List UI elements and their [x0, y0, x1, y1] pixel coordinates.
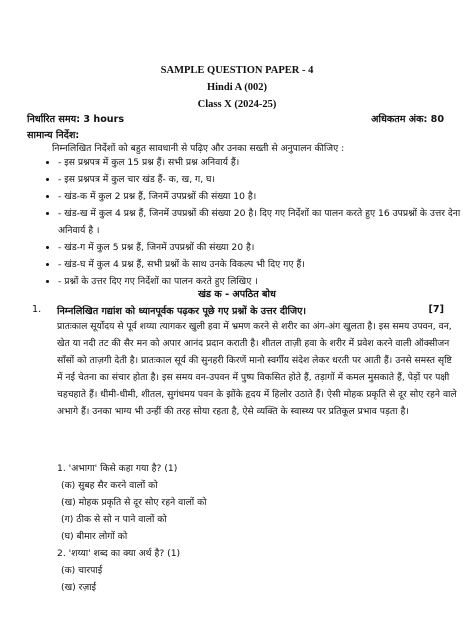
- subject-code: Hindi A (002): [206, 82, 268, 93]
- question-title: निम्नलिखित गद्यांश को ध्यानपूर्वक पढ़कर पूछे गए प्रश्नों के उत्तर दीजिए।: [57, 306, 307, 317]
- general-instructions-heading: सामान्य निर्देश:: [27, 130, 80, 141]
- subquestion: 2. 'शय्या' शब्द का क्या अर्थ है? (1): [57, 548, 181, 559]
- option: (ख) रज़ाई: [61, 582, 97, 593]
- option: (क) चारपाई: [61, 565, 103, 576]
- max-marks: अधिकतम अंक: 80: [371, 114, 444, 125]
- time-allowed: निर्धारित समय: 3 hours: [27, 114, 125, 125]
- instruction-item: • - इस प्रश्नपत्र में कुल 15 प्रश्न हैं। सभी प्रश्न अनिवार्य हैं।: [58, 154, 474, 171]
- option: (क) सुबह सैर करने वालों को: [61, 480, 158, 491]
- instruction-item: • - खंड-ग में कुल 5 प्रश्न हैं, जिनमें उपप्रश्नों की संख्या 20 है।: [58, 239, 474, 256]
- option: (ग) ठीक से सो न पाने वालों को: [61, 514, 167, 525]
- instructions-list: [40, 154, 474, 290]
- instruction-item: • - खंड-घ में कुल 4 प्रश्न हैं, सभी प्रश्नों के साथ उनके विकल्प भी दिए गए हैं।: [58, 256, 474, 273]
- question-number: 1.: [32, 304, 42, 315]
- instructions-intro: निम्नलिखित निर्देशों को बहुत सावधानी से पढ़िए और उनका सख्ती से अनुपालन कीजिए :: [52, 143, 345, 154]
- paper-title: SAMPLE QUESTION PAPER - 4: [160, 65, 314, 76]
- question-marks: [7]: [428, 304, 444, 315]
- option: (घ) बीमार लोगों को: [61, 531, 128, 542]
- passage: प्रातःकाल सूर्योदय से पूर्व शय्या त्यागकर खुली हवा में भ्रमण करने से शरीर का अंग-अंग खुलता है। इस समय उपवन, वन, खेत या नदी तट की सैर मन को अपार आनंद प्रदान कराती है। शीतल ताज़ी हवा के शरीर में प्रवेश करने वाली ऑक्सीजन साँसों को ताज़गी देती है। प्रातःकाल सूर्य की सुनहरी किरणें मानो स्वर्गीय संदेश लेकर धरती पर आती हैं। उनसे समस्त सृष्टि में नई चेतना का संचार होता है। इस समय वन-उपवन में पुष्प विकसित होते हैं, तड़ागों में कमल मुसकाते हैं, पेड़ों पर पक्षी चहचहाते हैं। धीमी-धीमी, शीतल, सुगंधमय पवन के झोंके हृदय में हिलोर उठाते हैं। ऐसी मोहक प्रकृति से दूर सोए रहने वाले अभागे हैं। उनका भाग्य भी उन्हीं की तरह सोया रहता है, ऐसे व्यक्ति के स्वास्थ्य पर प्रतिकूल प्रभाव पड़ता है।: [57, 321, 457, 417]
- option: (ख) मोहक प्रकृति से दूर सोए रहने वालों को: [61, 497, 207, 508]
- instruction-item: • - खंड-क में कुल 2 प्रश्न हैं, जिनमें उपप्रश्नों की संख्या 10 है।: [58, 188, 474, 205]
- instruction-item: • - प्रश्नों के उत्तर दिए गए निर्देशों का पालन करते हुए लिखिए ।: [58, 273, 474, 290]
- instruction-item: • - खंड-ख में कुल 4 प्रश्न हैं, जिनमें उपप्रश्नों की संख्या 20 है। दिए गए निर्देशों का पालन करते हुए 16 उपप्रश्नों के उत्तर देना अनिवार्य है ।: [58, 205, 474, 239]
- subquestion: 1. 'अभागा' किसे कहा गया है? (1): [57, 463, 178, 474]
- section-heading: खंड क - अपठित बोध: [198, 289, 276, 300]
- instruction-item: • - इस प्रश्नपत्र में कुल चार खंड हैं- क, ख, ग, घ।: [58, 171, 474, 188]
- class-session: Class X (2024-25): [197, 99, 277, 110]
